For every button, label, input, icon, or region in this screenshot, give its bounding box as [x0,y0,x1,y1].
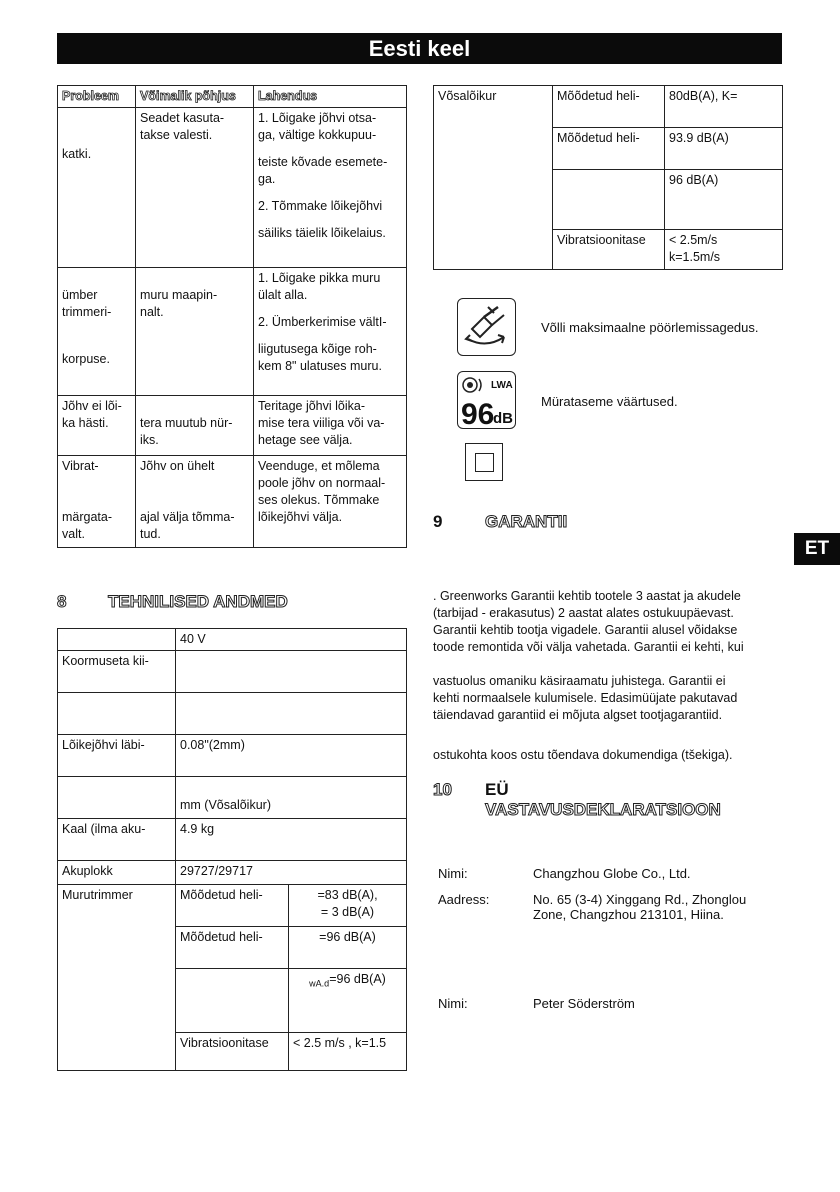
cell-line: katki. [62,147,92,161]
cell-line: Teritage jõhvi lõika- [258,399,365,413]
trimmer-row-value [289,885,407,927]
cell-line: Jõhv ei lõi- [62,399,122,413]
header-language: Eesti keel [368,36,471,61]
address-value [533,892,746,922]
table-row [58,456,407,548]
max-speed-icon [457,298,516,356]
table-row [58,268,407,396]
no-load-label: Koormuseta kii- [58,651,176,693]
problem-cell [58,268,136,396]
cell-line: liigutusega kõige roh- [258,342,377,356]
problem-cell [58,396,136,456]
language-tab[interactable]: ET [794,533,840,565]
trimmer-row-value [289,969,407,1033]
brush-row-value: 80dB(A), K= [665,86,783,128]
paragraph-line: . Greenworks Garantii kehtib tootele 3 aastat ja akudele [433,589,741,603]
voltage-label-cell [58,629,176,651]
table-row [58,108,407,268]
name2-label: Nimi: [438,996,468,1011]
brush-label: Võsalõikur [434,86,553,270]
cell-line: mise tera viiliga või va- [258,416,385,430]
address-line: Zone, Changzhou 213101, Hiina. [533,907,724,922]
lwa-label: LWA [491,380,513,391]
cell-line: 1. Lõigake pikka muru [258,271,381,285]
cell-line: k=1.5m/s [669,250,721,264]
empty-label [58,693,176,735]
header-problem: Probleem [58,86,136,108]
table-row [58,396,407,456]
cell-line: takse valesti. [140,128,213,142]
address-line: No. 65 (3-4) Xinggang Rd., Zhonglou [533,892,747,907]
solution-cell [254,108,407,268]
cell-line: valt. [62,527,85,541]
brush-row-label [553,170,665,230]
paragraph-line: vastuolus omaniku käsiraamatu juhistega. Garantii ei [433,674,726,688]
cause-cell [136,108,254,268]
cell-line: Seadet kasuta- [140,111,225,125]
brushcutter-table [433,85,783,270]
table-row [58,693,407,735]
cell-line: =83 dB(A), [317,888,378,902]
table-row [58,651,407,693]
section-9-title: GARANTII [485,512,568,531]
double-insulation-icon [465,443,503,481]
cell-line: Veenduge, et mõlema [258,459,380,473]
cell-line: säiliks täielik lõikelaius. [258,226,386,240]
table-row [434,86,783,128]
battery-value: 29727/29717 [176,861,407,885]
section-10-title-line1: EÜ [485,780,509,799]
cell-line: teiste kõvade esemete- [258,155,388,169]
cell-line: < 2.5m/s [669,233,718,247]
brush-row-value: 93.9 dB(A) [665,128,783,170]
solution-cell [254,396,407,456]
table-row [58,777,407,819]
weight-value: 4.9 kg [176,819,407,861]
brush-row-value [665,230,783,270]
cell-line: lõikejõhvi välja. [258,510,343,524]
cut-label [58,777,176,819]
cell-line: tera muutub nür- [140,416,233,430]
noise-badge-unit: dB [493,410,513,427]
table-row [58,735,407,777]
cut-value-cell [176,777,407,819]
name-value: Changzhou Globe Co., Ltd. [533,866,691,881]
brush-row-value: 96 dB(A) [665,170,783,230]
problem-cell [58,456,136,548]
cell-line: korpuse. [62,352,110,366]
paragraph-line: täiendavad garantiid ei mõjuta algset tootjagarantiid. [433,708,723,722]
noise-level-icon [457,371,516,429]
cell-line: muru maapin- [140,288,218,302]
subscript: wA.d [309,978,330,989]
brush-row-label: Mõõdetud heli- [553,128,665,170]
cell-line: ülalt alla. [258,288,308,302]
paragraph-line: toode remontida või välja vahetada. Garantii ei kehti, kui [433,640,744,654]
troubleshooting-table [57,85,407,548]
header-cause: Võimalik põhjus [136,86,254,108]
cell-line: poole jõhv on normaal- [258,476,386,490]
paragraph-line: ostukohta koos ostu tõendava dokumendiga (tšekiga). [433,748,733,762]
section-9-number: 9 [433,512,443,531]
table-row [58,861,407,885]
battery-label: Akuplokk [58,861,176,885]
table-header-row [58,86,407,108]
paragraph-line: (tarbijad - erakasutus) 2 aastat alates ostukuupäevast. [433,606,734,620]
paragraph-line: Garantii kehtib tootja vigadele. Garantii alusel võidakse [433,623,738,637]
warranty-text [433,588,783,764]
solution-cell [254,456,407,548]
table-row [58,819,407,861]
trimmer-row-value: =96 dB(A) [289,927,407,969]
cell-line: märgata- [62,510,113,524]
cause-cell [136,268,254,396]
cell-line: ga. [258,172,276,186]
symbol-2-text: Mürataseme väärtused. [541,394,678,409]
cell-line: ajal välja tõmma- [140,510,235,524]
cell-line: nalt. [140,305,164,319]
section-10-number: 10 [433,780,452,799]
address-label: Aadress: [438,892,490,907]
cell-line: ka hästi. [62,416,109,430]
cell-line: ses olekus. Tõmmake [258,493,380,507]
cell-line: =96 dB(A) [329,972,386,986]
section-8-title: TEHNILISED ANDMED [108,592,288,611]
cell-line: Jõhv on ühelt [140,459,215,473]
table-row [58,885,407,927]
paragraph-line: kehti normaalsele kulumisele. Edasimüüjate pakutavad [433,691,738,705]
cell-line: 1. Lõigake jõhvi otsa- [258,111,377,125]
trimmer-row-label: Vibratsioonitase [176,1033,289,1071]
cell-line: hetage see välja. [258,433,353,447]
cell-line: Vibrat- [62,459,99,473]
cell-line: = 3 dB(A) [320,905,375,919]
cell-line: tud. [140,527,161,541]
header-solution: Lahendus [254,86,407,108]
cut-value: mm (Võsalõikur) [180,798,271,812]
name-label: Nimi: [438,866,468,881]
technical-data-table [57,628,407,1071]
brush-row-label: Vibratsioonitase [553,230,665,270]
trimmer-row-value: < 2.5 m/s , k=1.5 [289,1033,407,1071]
cause-cell [136,456,254,548]
cell-line: ga, vältige kokkupuu- [258,128,377,142]
line-value: 0.08"(2mm) [176,735,407,777]
cell-line: trimmeri- [62,305,112,319]
cell-line: kem 8" ulatuses muru. [258,359,382,373]
weight-label: Kaal (ilma aku- [58,819,176,861]
empty-value [176,693,407,735]
symbol-1-text: Võlli maksimaalne pöörlemissagedus. [541,320,759,335]
cause-cell [136,396,254,456]
cell-line: 2. Tõmmake lõikejõhvi [258,199,383,213]
section-8-number: 8 [57,592,67,611]
brush-row-label: Mõõdetud heli- [553,86,665,128]
trimmer-row-label: Mõõdetud heli- [176,885,289,927]
cell-line: 2. Ümberkerimise vältI- [258,315,387,329]
voltage-value: 40 V [176,629,407,651]
no-load-value [176,651,407,693]
line-label: Lõikejõhvi läbi- [58,735,176,777]
page-header-bar [57,33,782,64]
name2-value: Peter Söderström [533,996,635,1011]
trimmer-row-label [176,969,289,1033]
table-row [58,629,407,651]
problem-cell [58,108,136,268]
noise-badge-value: 96 [461,398,495,428]
cell-line: ümber [62,288,98,302]
trimmer-label: Murutrimmer [58,885,176,1071]
cell-line: iks. [140,433,159,447]
trimmer-row-label: Mõõdetud heli- [176,927,289,969]
solution-cell [254,268,407,396]
section-10-title-line2: VASTAVUSDEKLARATSIOON [485,800,721,819]
